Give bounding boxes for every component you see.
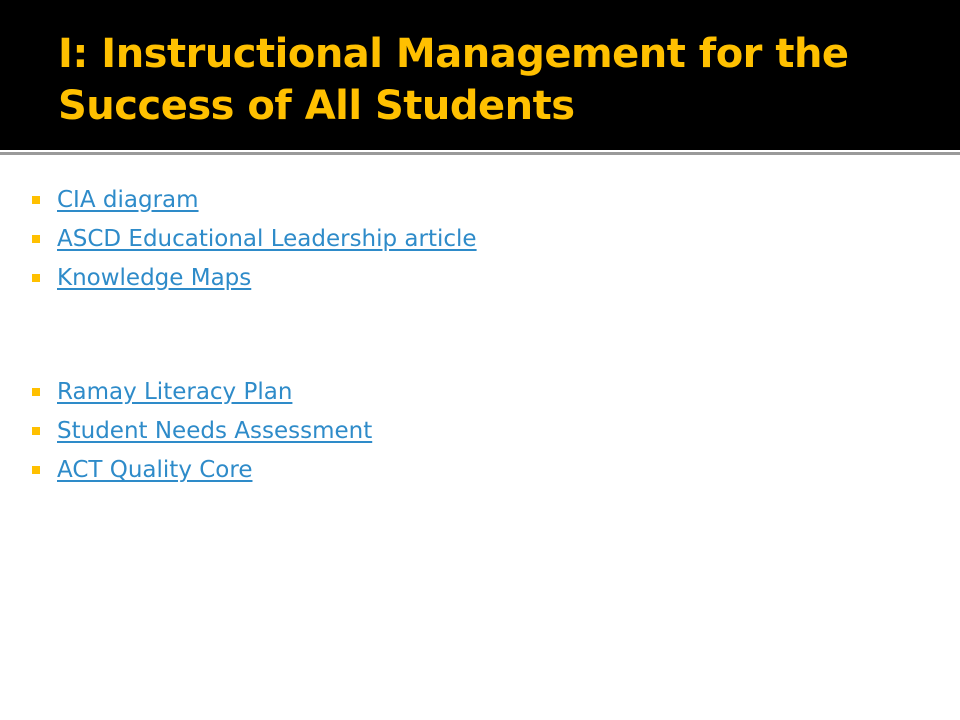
square-bullet-icon [32,427,40,435]
link-list-primary [32,180,477,297]
knowledge-maps-link[interactable]: Knowledge Maps [57,264,252,291]
title-divider [0,152,960,155]
square-bullet-icon [32,274,40,282]
act-quality-core-link[interactable]: ACT Quality Core [57,456,253,483]
link-list-secondary [32,372,372,489]
list-item [32,411,372,450]
list-item [32,219,477,258]
cia-diagram-link[interactable]: CIA diagram [57,186,199,213]
ascd-article-link[interactable]: ASCD Educational Leadership article [57,225,477,252]
student-needs-assessment-link[interactable]: Student Needs Assessment [57,417,373,444]
square-bullet-icon [32,235,40,243]
square-bullet-icon [32,196,40,204]
ramay-literacy-plan-link[interactable]: Ramay Literacy Plan [57,378,293,405]
title-bar [0,0,960,150]
list-item [32,450,372,489]
square-bullet-icon [32,466,40,474]
slide-title: I: Instructional Management for the Success of All Students [58,31,849,129]
list-item [32,180,477,219]
list-item [32,372,372,411]
list-item [32,258,477,297]
square-bullet-icon [32,388,40,396]
